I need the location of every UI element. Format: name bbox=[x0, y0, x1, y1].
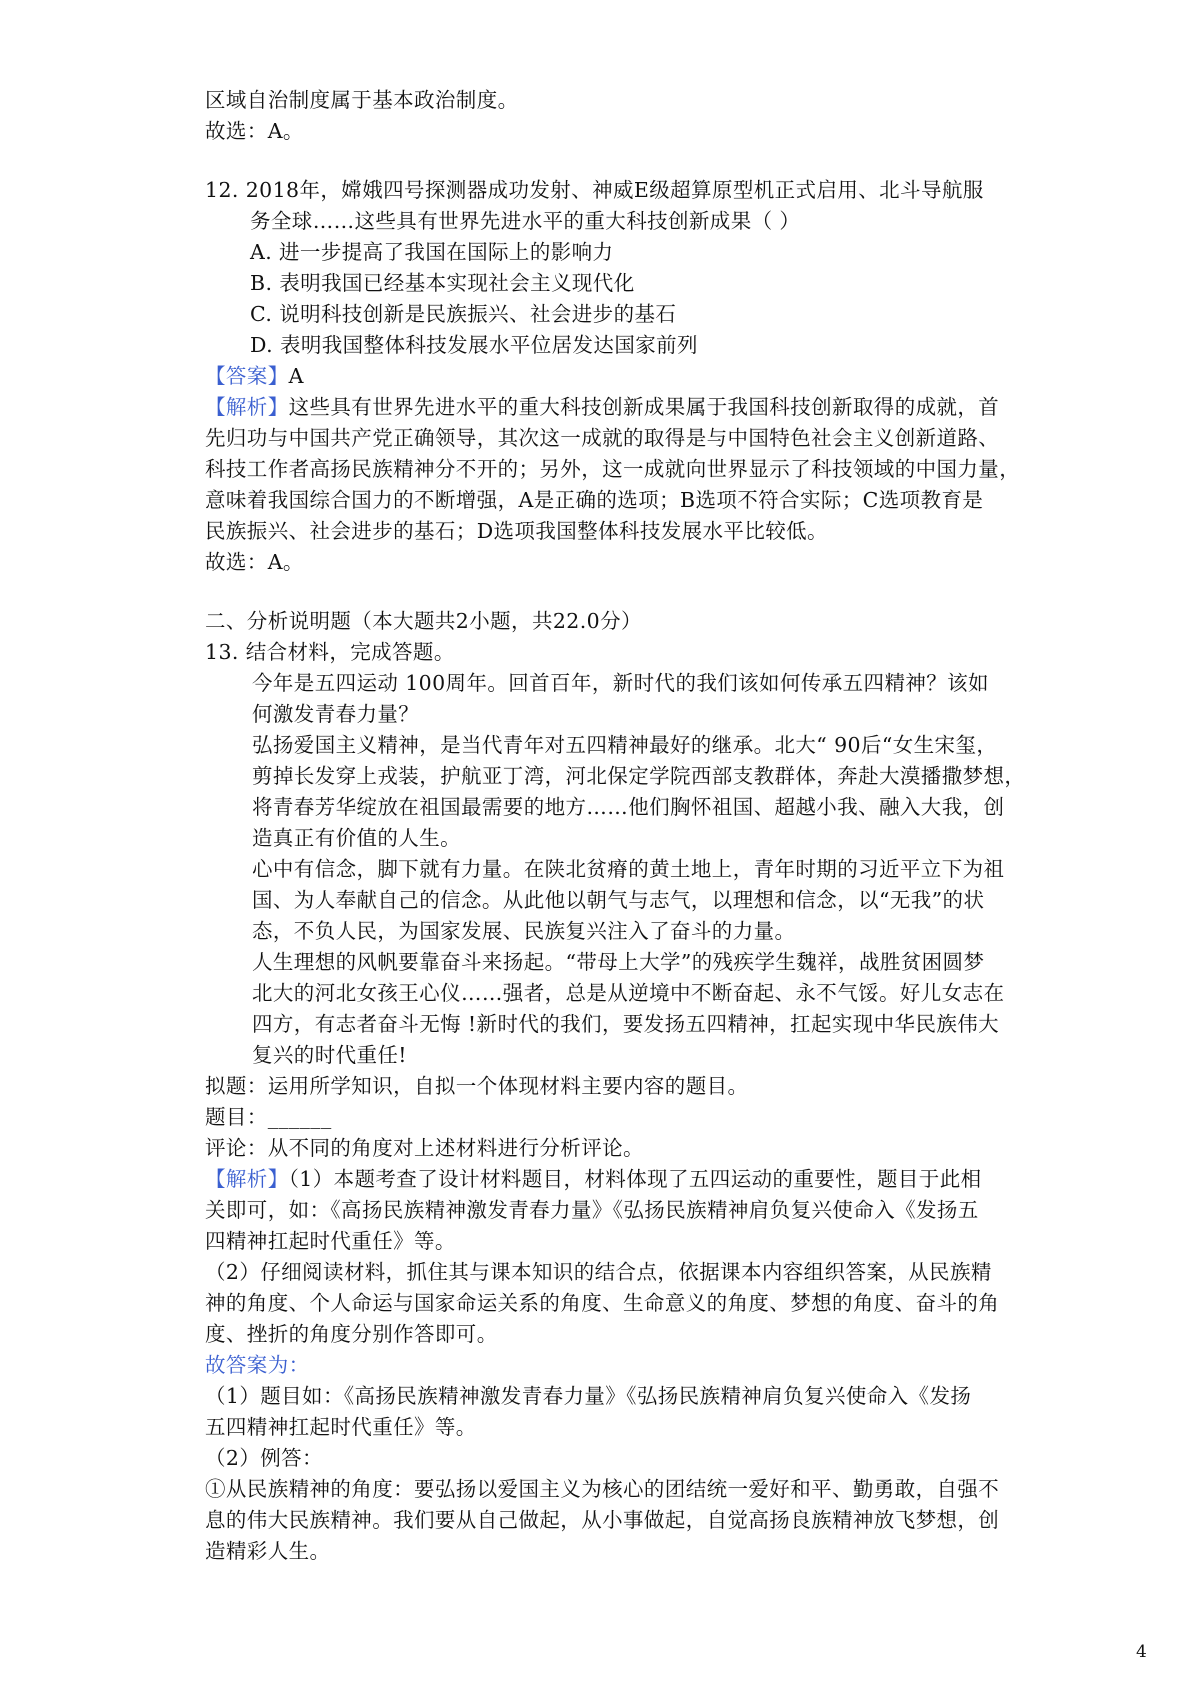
section-heading: 二、分析说明题（本大题共2小题，共22.0分） bbox=[205, 609, 642, 633]
material-line: 人生理想的风帆要靠奋斗来扬起。“带母上大学”的残疾学生魏祥，战胜贫困圆梦 bbox=[252, 950, 985, 974]
q12-analysis-line: 科技工作者高扬民族精神分不开的；另外，这一成就向世界显示了科技领域的中国力量， bbox=[205, 457, 1021, 481]
analysis-tag: 【解析】 bbox=[205, 1167, 289, 1191]
analysis-text: （1）本题考查了设计材料题目，材料体现了五四运动的重要性，题目于此相 bbox=[288, 1167, 982, 1191]
q13-analysis-line: （2）仔细阅读材料，抓住其与课本知识的结合点，依据课本内容组织答案，从民族精 bbox=[205, 1260, 992, 1284]
material-line: 将青春芳华绽放在祖国最需要的地方……他们胸怀祖国、超越小我、融入大我，创 bbox=[252, 795, 1005, 819]
answer-line: （2）例答： bbox=[205, 1446, 323, 1470]
q13-analysis-line: 四精神扛起时代重任》等。 bbox=[205, 1229, 456, 1253]
q12-option-a: A. 进一步提高了我国在国际上的影响力 bbox=[250, 240, 614, 264]
title-blank-line: 题目：______ bbox=[205, 1105, 332, 1129]
material-line: 剪掉长发穿上戎装，护航亚丁湾，河北保定学院西部支教群体，奔赴大漠播撒梦想， bbox=[252, 764, 1026, 788]
analysis-tag: 【解析】 bbox=[205, 395, 289, 419]
q13-analysis-line: 神的角度、个人命运与国家命运关系的角度、生命意义的角度、梦想的角度、奋斗的角 bbox=[205, 1291, 1000, 1315]
q12-option-d: D. 表明我国整体科技发展水平位居发达国家前列 bbox=[250, 333, 698, 357]
material-line: 复兴的时代重任! bbox=[252, 1043, 407, 1067]
material-line: 心中有信念，脚下就有力量。在陕北贫瘠的黄土地上，青年时期的习近平立下为祖 bbox=[252, 857, 1005, 881]
q12-analysis-line bbox=[205, 391, 999, 423]
q12-stem-line: 12. 2018年，嫦娥四号探测器成功发射、神威E级超算原型机正式启用、北斗导航服 bbox=[205, 178, 984, 202]
material-line: 北大的河北女孩王心仪……强者，总是从逆境中不断奋起、永不气馁。好儿女志在 bbox=[252, 981, 1005, 1005]
q12-analysis-line: 民族振兴、社会进步的基石；D选项我国整体科技发展水平比较低。 bbox=[205, 519, 828, 543]
q13-analysis-line: 关即可，如：《高扬民族精神激发青春力量》《弘扬民族精神肩负复兴使命入《发扬五 bbox=[205, 1198, 979, 1222]
q12-option-c: C. 说明科技创新是民族振兴、社会进步的基石 bbox=[250, 302, 677, 326]
q12-analysis-line: 意味着我国综合国力的不断增强，A是正确的选项；B选项不符合实际；C选项教育是 bbox=[205, 488, 984, 512]
q12-analysis-line: 先归功与中国共产党正确领导，其次这一成就的取得是与中国特色社会主义创新道路、 bbox=[205, 426, 1000, 450]
q12-answer-line bbox=[205, 360, 304, 392]
material-line: 态，不负人民，为国家发展、民族复兴注入了奋斗的力量。 bbox=[252, 919, 796, 943]
answer-line: 五四精神扛起时代重任》等。 bbox=[205, 1415, 477, 1439]
material-line: 弘扬爱国主义精神，是当代青年对五四精神最好的继承。北大“ 90后“女生宋玺， bbox=[252, 733, 998, 757]
answer-line: 造精彩人生。 bbox=[205, 1539, 331, 1563]
q12-choice-line: 故选：A。 bbox=[205, 550, 304, 574]
prompt-line: 拟题：运用所学知识，自拟一个体现材料主要内容的题目。 bbox=[205, 1074, 749, 1098]
q13-analysis-line bbox=[205, 1163, 982, 1195]
answer-heading: 故答案为： bbox=[205, 1353, 310, 1377]
answer-value: A bbox=[288, 364, 304, 388]
answer-tag: 【答案】 bbox=[205, 364, 289, 388]
q13-analysis-line: 度、挫折的角度分别作答即可。 bbox=[205, 1322, 498, 1346]
q12-stem-line: 务全球……这些具有世界先进水平的重大科技创新成果（ ） bbox=[250, 209, 801, 233]
answer-line: （1）题目如：《高扬民族精神激发青春力量》《弘扬民族精神肩负复兴使命入《发扬 bbox=[205, 1384, 972, 1408]
material-line: 今年是五四运动 100周年。回首百年，新时代的我们该如何传承五四精神？该如 bbox=[252, 671, 989, 695]
q13-title: 13. 结合材料，完成答题。 bbox=[205, 640, 455, 664]
material-line: 何激发青春力量？ bbox=[252, 702, 420, 726]
prompt-line: 评论：从不同的角度对上述材料进行分析评论。 bbox=[205, 1136, 644, 1160]
material-line: 国、为人奉献自己的信念。从此他以朝气与志气，以理想和信念，以“无我”的状 bbox=[252, 888, 985, 912]
page-number: 4 bbox=[1136, 1642, 1147, 1662]
material-line: 四方，有志者奋斗无悔 !新时代的我们，要发扬五四精神，扛起实现中华民族伟大 bbox=[252, 1012, 1000, 1036]
material-line: 造真正有价值的人生。 bbox=[252, 826, 461, 850]
answer-line: ①从民族精神的角度：要弘扬以爱国主义为核心的团结统一爱好和平、勤勇敢，自强不 bbox=[205, 1477, 1000, 1501]
answer-line: 息的伟大民族精神。我们要从自己做起，从小事做起，自觉高扬良族精神放飞梦想，创 bbox=[205, 1508, 1000, 1532]
q11-choice-line: 故选：A。 bbox=[205, 119, 304, 143]
q12-option-b: B. 表明我国已经基本实现社会主义现代化 bbox=[250, 271, 635, 295]
q11-conclusion-line: 区域自治制度属于基本政治制度。 bbox=[205, 88, 519, 112]
analysis-text: 这些具有世界先进水平的重大科技创新成果属于我国科技创新取得的成就，首 bbox=[288, 395, 1000, 419]
